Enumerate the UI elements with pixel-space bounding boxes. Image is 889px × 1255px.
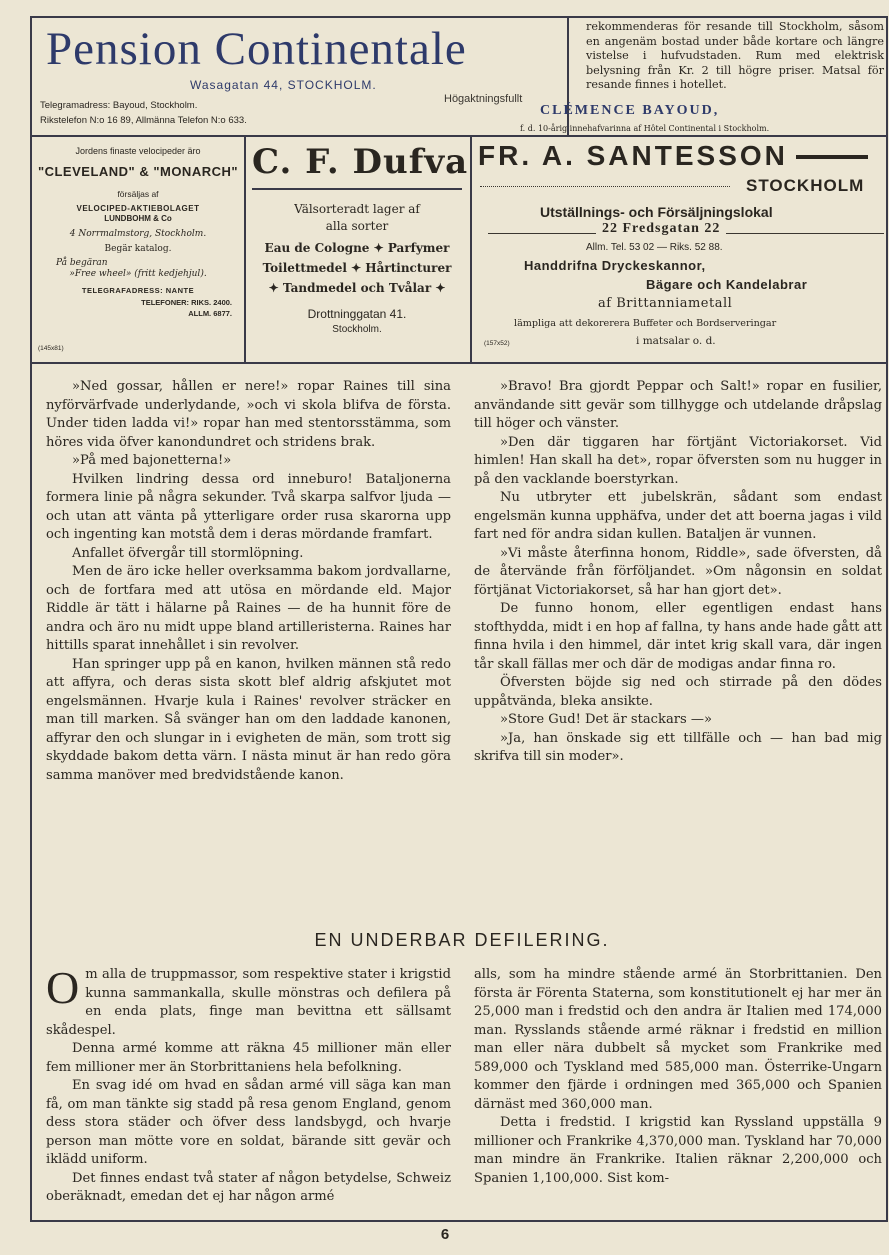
velo-line11: TELEFONER: RIKS. 2400.	[141, 298, 232, 307]
dufva-line4: Toilettmedel ✦ Hårtincturer	[262, 261, 452, 275]
velo-line3: försäljas af	[117, 189, 159, 199]
dufva-name: C. F. Dufva	[252, 142, 469, 182]
santesson-name: FR. A. SANTESSON	[478, 140, 788, 171]
ad-velocipeder	[34, 138, 242, 318]
velo-line5: LUNDBOHM & Co	[104, 214, 172, 223]
story-right-p4: »Vi måste återfinna honom, Riddle», sade öfversten, då de återvände från förföljandet. »Om någonsin en soldat förtjänat Victoriakorset, så har han gjort det».	[474, 545, 882, 598]
article-left-column	[46, 962, 451, 1207]
santesson-line7: lämpliga att dekorerera Buffeter och Bordserveringar	[514, 318, 777, 329]
velo-brands: "CLEVELAND" & "MONARCH"	[37, 164, 239, 179]
article-dropcap: O	[46, 962, 80, 1013]
velo-line10: TELEGRAFADRESS: NANTE	[81, 286, 195, 295]
velo-line9: »Free wheel» (fritt kedjehjul).	[69, 269, 207, 279]
story-right-p1: »Bravo! Bra gjordt Peppar och Salt!» ropar en fusilier, användande sitt gevär som tillhygge och utdelande dråpslag till höger och vänster.	[474, 379, 882, 431]
dufva-line7: Stockholm.	[332, 324, 382, 335]
velo-line8: På begäran	[56, 258, 108, 268]
pension-phone: Rikstelefon N:o 16 89, Allmänna Telefon N:o 633.	[40, 115, 247, 126]
story-left-p4: Anfallet öfvergår till stormlöpning.	[72, 545, 304, 561]
santesson-code: (157x52)	[484, 340, 510, 347]
ad-santesson	[478, 138, 886, 347]
footer-rule	[30, 1220, 888, 1222]
story-right-p6: Öfversten böjde sig ned och stirrade på den dödes uppåtvända, bleka ansikte.	[474, 675, 882, 709]
story-right-column	[474, 378, 882, 767]
dufva-line3: Eau de Cologne ✦ Parfymer	[264, 241, 450, 255]
pension-address: Wasagatan 44, STOCKHOLM.	[190, 78, 377, 92]
story-right-p2: »Den där tiggaren har förtjänt Victoriakorset. Vid himlen! Han skall ha det», ropar öfversten som nu hugger in på den vacklande boerstyrkan.	[474, 434, 882, 487]
santesson-line6: af Brittanniametall	[598, 296, 733, 311]
velo-line1: Jordens finaste velocipeder äro	[75, 146, 201, 156]
article-right-p2: Detta i fredstid. I krigstid kan Ryssland uppställa 9 millioner och Frankrike 4,370,000 man. Tyskland har 70,000 man mindre än Frankrike. Italien räknar 2,200,000 och Spanien 1,100,000. Sist kom-	[474, 1115, 882, 1186]
story-right-p3: Nu utbryter ett jubelskrän, sådant som endast engelsmän kunna upphäfva, under det att boerna jagas i vild fart ned för andra sidan kullen. Bataljen är vunnen.	[474, 490, 882, 542]
article-left-p2: Denna armé komme att räkna 45 millioner män eller fem millioner mer än Storbrittaniens hela befolkning.	[46, 1041, 451, 1075]
story-right-p7: »Store Gud! Det är stackars —»	[500, 712, 712, 727]
pension-owner: CLÉMENCE BAYOUD,	[540, 103, 720, 118]
velo-line6: 4 Norrmalmstorg, Stockholm.	[69, 229, 207, 239]
article-left-p1	[46, 962, 451, 1040]
story-left-p1: »Ned gossar, hållen er nere!» ropar Raines till sina nyförvärfvade underlydande, »och vi skola blifva de första. Under tiden ladda vi!» ropar han med stentorsstämma, som höres vida öfver kanondundret och stridens brak.	[46, 379, 451, 450]
dufva-line2: alla sorter	[325, 219, 389, 233]
velo-line7: Begär katalog.	[104, 244, 172, 254]
article-left-p3: En svag idé om hvad en sådan armé vill säga kan man få, om man tänkte sig stadd på resa genom England, genom dess stora städer och öfver dess landsbygd, och hvarje person man mötte vore en soldat, bärande sitt gevär och iklädd uniform.	[46, 1078, 451, 1167]
article-right-p1: alls, som ha mindre stående armé än Storbrittanien. Den första är Förenta Staterna, som konstitutionelt ej har mer än 25,000 man i fredstid och den andra är Italien med 174,000 man. Rysslands stående armé räknar i fredstid en million man eller nära dubbelt så mycket som Frankrike med 589,000 och Tyskland med 585,000 man. Österrike-Ungarn kommer den fjärde i ordningen med 365,000 och Spanien därnäst med 360,000 man.	[474, 967, 882, 1112]
velo-line12: ALLM. 6877.	[188, 309, 232, 318]
santesson-wavy-rule	[480, 180, 730, 187]
santesson-dash	[796, 155, 868, 159]
story-left-p3: Hvilken lindring dessa ord inneburo! Bataljonerna formera linie på några sekunder. Två skarpa salfvor ljuda — och utan att vänta på ytterligare order rusa skarorna upp och ingenting kan motstå dem i deras mördande framfart.	[46, 471, 451, 542]
pension-telegram: Telegramadress: Bayoud, Stockholm.	[40, 100, 198, 111]
ad-divider-1	[244, 135, 246, 363]
pension-owner-sub: f. d. 10-årig innehafvarinna af Hôtel Continental i Stockholm.	[520, 124, 770, 133]
article-left-first: m alla de truppmassor, som respektive stater i krigstid kunna sammankalla, skulle mönstras och defilera på en enda plats, finge man bevittna ett sällsamt skådespel.	[46, 967, 451, 1038]
story-right-p8: »Ja, han önskade sig ett tillfälle och — han bad mig skrifva till sin moder».	[474, 730, 882, 764]
story-right-p5: De funno honom, eller egentligen endast hans stofthydda, midt i en hop af fallna, ty hans ande hade gått att finna hvila i den himmel, där intet krig skall vara, där ingen tår skall fällas mer och där de modigas andar finna ro.	[474, 601, 882, 672]
santesson-line3: Allm. Tel. 53 02 — Riks. 52 88.	[586, 242, 723, 253]
story-left-column	[46, 378, 451, 785]
ad-row-rule	[30, 362, 888, 364]
santesson-line5: Bägare och Kandelabrar	[646, 277, 808, 292]
dufva-line1: Välsorteradt lager af	[294, 202, 420, 216]
pension-recommendation: rekommenderas för resande till Stockholm, såsom en angenäm bostad under både kortare och längre vistelse i hufvudstaden. Rum med elektrisk belysning från Kr. 2 till högre priser. Matsal för resande finnes i hotellet.	[586, 20, 884, 92]
santesson-line4: Handdrifna Dryckeskannor,	[524, 258, 706, 273]
santesson-city: STOCKHOLM	[746, 176, 865, 195]
story-left-p5: Men de äro icke heller overksamma bakom jordvallarne, och de fortfara med att utösa en mördande eld. Major Riddle är tätt i hälarne på Raines — de ha hunnit före de andra och äro nu midt uppe bland artilleristerna. Raines har hittills sparat innehållet i sin revolver.	[46, 564, 451, 653]
dufva-line5: ✦ Tandmedel och Tvålar ✦	[268, 281, 446, 295]
santesson-line8: i matsalar o. d.	[636, 335, 716, 347]
pension-title: Pension Continentale	[46, 23, 467, 75]
article-heading: EN UNDERBAR DEFILERING.	[314, 930, 610, 950]
velo-line4: VELOCIPED-AKTIEBOLAGET	[76, 204, 200, 213]
velo-code: (145x81)	[38, 345, 64, 352]
dufva-rule	[252, 188, 462, 190]
ad-divider-2	[470, 135, 472, 363]
article-left-p4: Det finnes endast två stater af någon betydelse, Schweiz oberäknadt, emedan det ej har någon armé	[46, 1170, 451, 1204]
santesson-line2: 22 Fredsgatan 22	[596, 221, 726, 237]
ad-dufva	[252, 138, 469, 335]
santesson-line1: Utställnings- och Försäljningslokal	[540, 204, 773, 220]
article-right-column	[474, 966, 882, 1188]
header-rule	[30, 135, 888, 137]
story-left-p6: Han springer upp på en kanon, hvilken männen stå redo att affyra, och deras sista skott blef aldrig afskjutet mot engelsmännen. Hvarje kula i Raines' revolver sträcker en man till marken. Så svänger han om den laddade kanonen, affyrar den och slungar in i evigheten de män, som trott sig skyddade bakom detta värn. I nästa minut är han redo göra samma manöver med bredvidstående kanon.	[46, 656, 451, 783]
story-left-p2: »På med bajonetterna!»	[72, 453, 232, 468]
hogaktning: Högaktningsfullt	[444, 93, 523, 105]
dufva-line6: Drottninggatan 41.	[307, 307, 407, 321]
page-number: 6	[440, 1226, 450, 1243]
